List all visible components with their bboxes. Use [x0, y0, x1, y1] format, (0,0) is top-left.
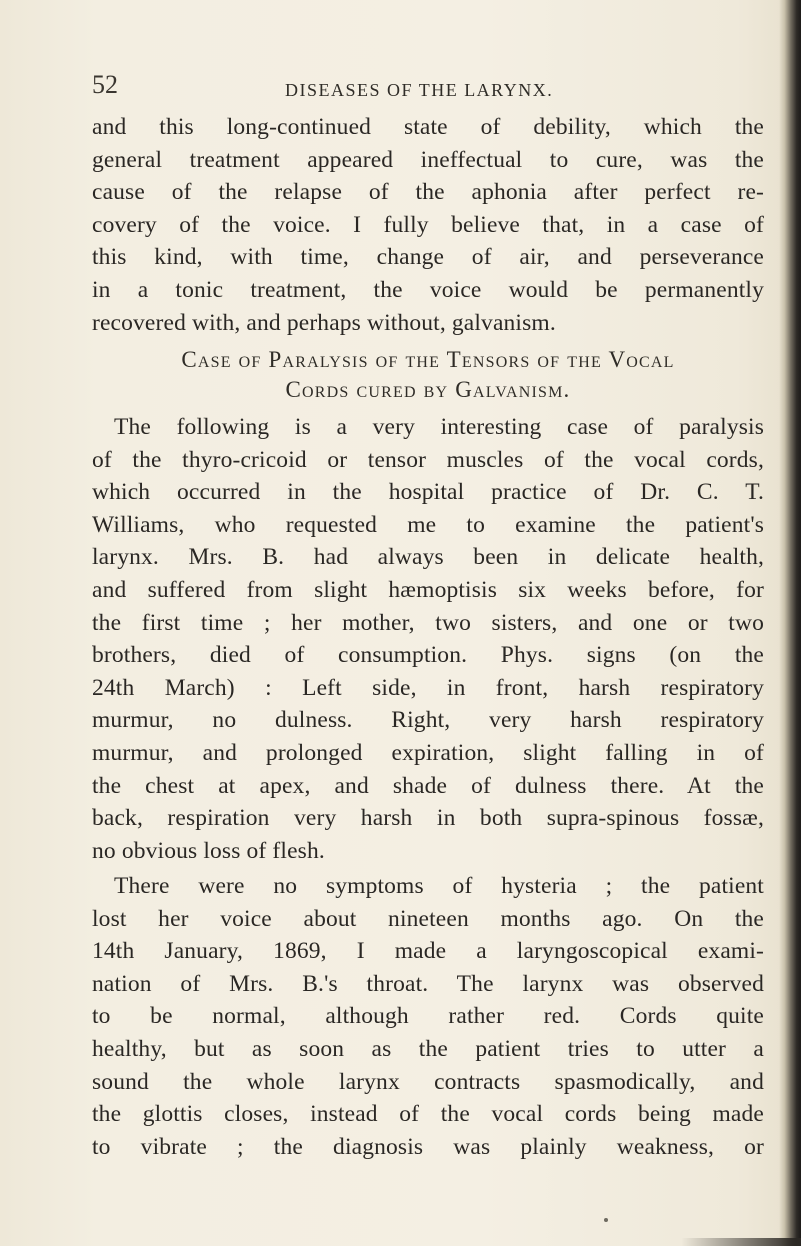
page-edge-shadow	[779, 0, 801, 1246]
section-title-line-2: Cords cured by Galvanism.	[285, 377, 571, 402]
text-line: murmur, and prolonged expiration, slight falling in of	[92, 739, 764, 766]
text-line: healthy, but as soon as the patient tries to utter a	[92, 1035, 764, 1062]
text-line: 24th March) : Left side, in front, harsh respiratory	[92, 674, 764, 701]
text-line: brothers, died of consumption. Phys. signs (on the	[92, 642, 764, 669]
page-number: 52	[92, 70, 118, 99]
text-line: larynx. Mrs. B. had always been in delicate health,	[92, 544, 764, 571]
section-title-line-1: Case of Paralysis of the Tensors of the Vocal	[181, 347, 675, 372]
page-header	[92, 70, 692, 108]
section-title	[92, 345, 764, 405]
text-line: recovered with, and perhaps without, galvanism.	[92, 309, 556, 336]
text-line: to be normal, although rather red. Cords quite	[92, 1003, 764, 1030]
text-line: in a tonic treatment, the voice would be permanently	[92, 276, 764, 303]
text-line: general treatment appeared ineffectual to cure, was the	[92, 146, 764, 173]
text-line: which occurred in the hospital practice of Dr. C. T.	[92, 479, 764, 506]
running-head: DISEASES OF THE LARYNX.	[285, 80, 554, 100]
paper-speck	[604, 1218, 608, 1222]
text-line: and this long-continued state of debility, which the	[92, 114, 764, 140]
text-line: the chest at apex, and shade of dulness there. At the	[92, 772, 764, 799]
text-line: of the thyro-cricoid or tensor muscles of the vocal cords,	[92, 446, 764, 473]
text-line: There were no symptoms of hysteria ; the patient	[114, 873, 764, 899]
paragraph-continuation	[92, 111, 764, 339]
text-line: to vibrate ; the diagnosis was plainly weakness, or	[92, 1133, 764, 1160]
text-line: sound the whole larynx contracts spasmodically, and	[92, 1068, 764, 1095]
text-line: The following is a very interesting case of paralysis	[114, 414, 764, 440]
text-line: covery of the voice. I fully believe that, in a case of	[92, 211, 764, 238]
text-line: the glottis closes, instead of the vocal cords being made	[92, 1101, 764, 1128]
text-line: the first time ; her mother, two sisters, and one or two	[92, 609, 764, 636]
text-line: back, respiration very harsh in both supra-spinous fossæ,	[92, 805, 764, 832]
paragraph-examination	[92, 870, 764, 1163]
text-line: cause of the relapse of the aphonia after perfect re-	[92, 179, 764, 206]
text-line: Williams, who requested me to examine the patient's	[92, 511, 764, 538]
text-line: this kind, with time, change of air, and perseverance	[92, 244, 764, 271]
text-line: 14th January, 1869, I made a laryngoscopical exami-	[92, 938, 764, 965]
text-line: nation of Mrs. B.'s throat. The larynx was observed	[92, 970, 764, 997]
text-line: lost her voice about nineteen months ago. On the	[92, 905, 764, 932]
text-line: and suffered from slight hæmoptisis six weeks before, for	[92, 576, 764, 603]
text-line: no obvious loss of flesh.	[92, 837, 325, 864]
paragraph-case-description	[92, 411, 764, 867]
page-corner-shadow	[681, 1238, 801, 1246]
text-line: murmur, no dulness. Right, very harsh respiratory	[92, 707, 764, 734]
